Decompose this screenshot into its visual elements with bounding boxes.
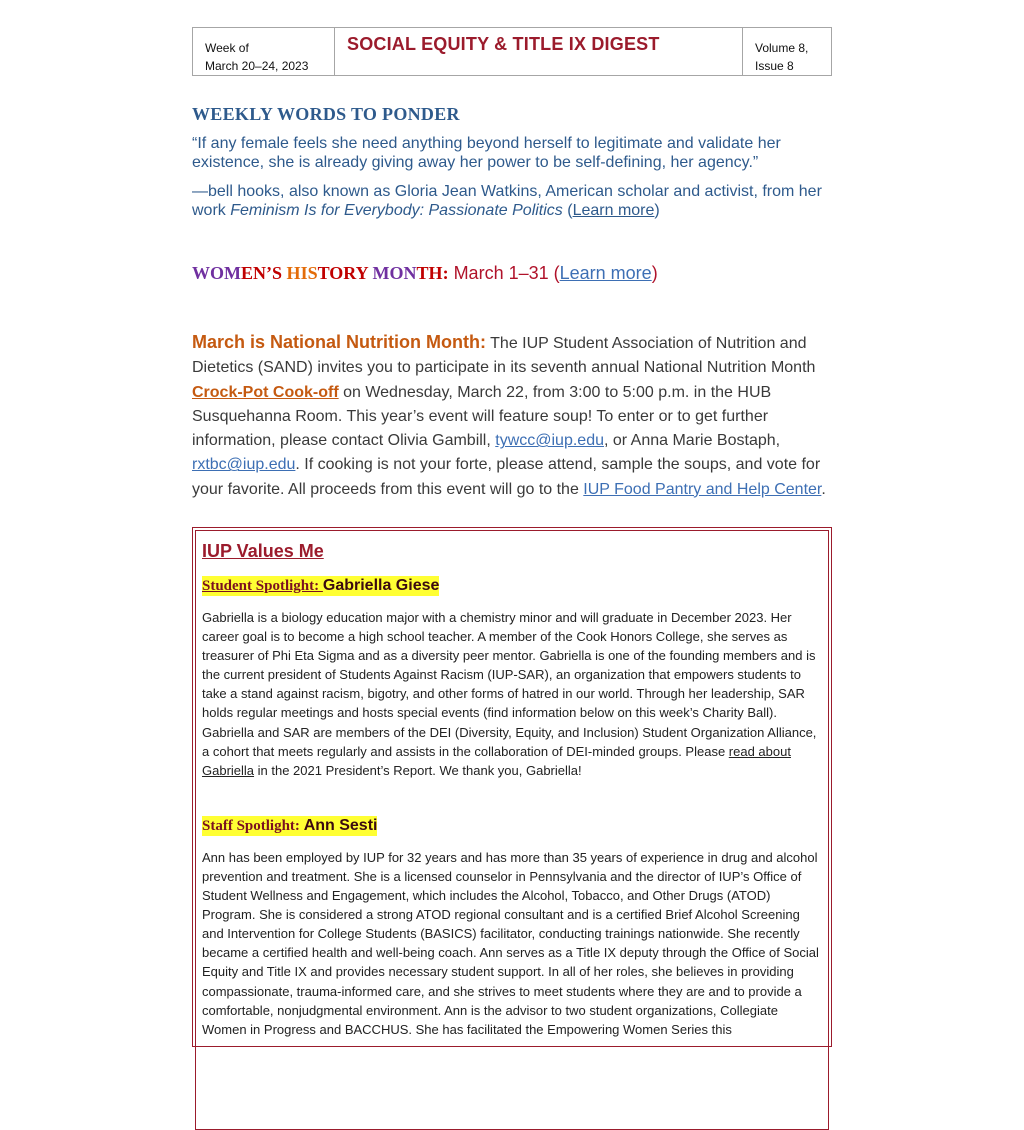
iup-values-me-box <box>192 527 832 1047</box>
womens-history-heading <box>192 263 449 283</box>
crockpot-cookoff-link[interactable]: Crock-Pot Cook-off <box>192 383 339 401</box>
nutrition-text-4: . If cooking is not your forte, please attend, sample the soups, and vote for your favorite. All proceeds from this event will go to the <box>192 456 821 498</box>
whm-letter: W <box>192 263 210 283</box>
issue-label: Issue 8 <box>755 59 794 73</box>
masthead-week <box>193 28 335 75</box>
whm-letter: N <box>403 263 417 283</box>
masthead-volume <box>743 28 831 75</box>
staff-spotlight-label: Staff Spotlight: <box>202 817 304 834</box>
nutrition-text-2: on Wednesday, March 22, from 3:00 to 5:00 p.m. in the HUB Susquehanna Room. This year’s event will feature soup! To enter or to get further information, please contact Olivia Gambill, <box>192 383 772 450</box>
ponder-attribution <box>192 182 832 220</box>
staff-spotlight-heading <box>202 816 377 836</box>
nutrition-text-1: The IUP Student Association of Nutrition and Dietetics (SAND) invites you to participate in its seventh annual National Nutrition Month <box>192 335 816 377</box>
whm-learn-more-link[interactable]: Learn more <box>559 263 652 283</box>
student-spotlight-name: Gabriella Giese <box>322 577 440 594</box>
whm-letter: Y <box>355 263 369 283</box>
whm-letter: H <box>286 263 301 283</box>
ponder-heading: WEEKLY WORDS TO PONDER <box>192 104 460 124</box>
student-spotlight-heading <box>202 576 439 596</box>
whm-letter: R <box>343 263 356 283</box>
values-title: IUP Values Me <box>202 541 324 561</box>
staff-spotlight-name: Ann Sesti <box>303 816 378 834</box>
newsletter-title: SOCIAL EQUITY & TITLE IX DIGEST <box>335 28 743 75</box>
whm-dates: March 1–31 ( <box>448 263 560 283</box>
work-title: Feminism Is for Everybody: Passionate Politics <box>230 202 563 219</box>
whm-letter: H <box>428 263 443 283</box>
whm-letter: S <box>272 263 283 283</box>
iup-values-me-inner <box>195 530 829 1130</box>
read-about-gabriella-link[interactable]: read about Gabriella <box>202 743 791 778</box>
attribution-text: —bell hooks, also known as Gloria Jean Watkins, American scholar and activist, from her work <box>192 183 822 219</box>
volume-label: Volume 8, <box>755 41 809 55</box>
student-bio-text: Gabriella is a biology education major with a chemistry minor and will graduate in December 2023. Her career goal is to become a high school teacher. A member of the Cook Honors College, she serves as treasurer of Phi Eta Sigma and as a diversity peer mentor. Gabriella is one of the founding members and is the current president of Students Against Racism (IUP-SAR), an organization that empowers students to take a stand against racism, bigotry, and other forms of hatred in our world. Through her leadership, SAR holds regular meetings and hosts special events (find information below on this week’s Charity Ball). Gabriella and SAR are members of the DEI (Diversity, Equity, and Inclusion) Student Organization Alliance, a cohort that meets regularly and assists in the collaboration of DEI-minded groups. Please <box>202 610 817 759</box>
masthead <box>192 27 832 76</box>
open-paren: ( <box>562 202 573 219</box>
whm-letter: ’ <box>266 263 273 283</box>
email-link-anna[interactable]: rxtbc@iup.edu <box>192 456 296 474</box>
whm-letter: O <box>210 263 225 283</box>
ponder-quote: “If any female feels she need anything beyond herself to legitimate and validate her existence, she is already giving away her power to be self-defining, her agency.” <box>192 135 781 171</box>
newsletter-page <box>192 27 832 1037</box>
nutrition-text-3: , or Anna Marie Bostaph, <box>603 432 781 450</box>
whm-letter: E <box>241 263 254 283</box>
staff-bio: Ann has been employed by IUP for 32 years and has more than 35 years of experience in drug and alcohol prevention and treatment. She is a licensed counselor in Pennsylvania and the director of IUP’s Office of Student Wellness and Engagement, which includes the Alcohol, Tobacco, and Other Drugs (ATOD) Program. She is considered a strong ATOD regional consultant and is a certified Brief Alcohol Screening and Intervention for College Students (BASICS) facilitator, conducting trainings nationwide. She recently became a certified health and well-being coach. Ann serves as a Title IX deputy through the Office of Social Equity and Title IX and provides necessary student support. In all of her roles, she believes in providing compassionate, trauma-informed care, and she strives to meet students where they are and to provide a comfortable, nonjudgmental environment. Ann is the advisor to two student organizations, Collegiate Women in Progress and BACCHUS. She has facilitated the Empowering Women Series this <box>202 849 819 1037</box>
whm-letter: I <box>300 263 308 283</box>
week-dates: March 20–24, 2023 <box>205 59 309 73</box>
food-pantry-link[interactable]: IUP Food Pantry and Help Center <box>583 480 822 498</box>
student-bio-end: in the 2021 President’s Report. We thank you, Gabriella! <box>254 762 582 778</box>
whm-letter: S <box>307 263 318 283</box>
whm-letter: T <box>317 263 330 283</box>
whm-close-paren: ) <box>651 263 658 283</box>
whm-letter: N <box>253 263 267 283</box>
whm-letter: T <box>416 263 429 283</box>
whm-letter: : <box>442 263 449 283</box>
email-link-olivia[interactable]: tywcc@iup.edu <box>495 432 604 450</box>
student-bio <box>202 608 822 780</box>
nutrition-heading: March is National Nutrition Month: <box>192 332 486 352</box>
womens-history-month <box>192 263 658 284</box>
whm-letter: M <box>372 263 390 283</box>
whm-letter: O <box>329 263 344 283</box>
nutrition-text-5: . <box>821 480 826 498</box>
week-label: Week of <box>205 41 249 55</box>
whm-letter: M <box>224 263 242 283</box>
ponder-learn-more-link[interactable]: Learn more <box>572 202 655 219</box>
student-spotlight-label: Student Spotlight: <box>202 578 323 594</box>
nutrition-month-paragraph <box>192 330 832 502</box>
whm-letter: O <box>389 263 404 283</box>
close-paren: ) <box>654 202 660 219</box>
